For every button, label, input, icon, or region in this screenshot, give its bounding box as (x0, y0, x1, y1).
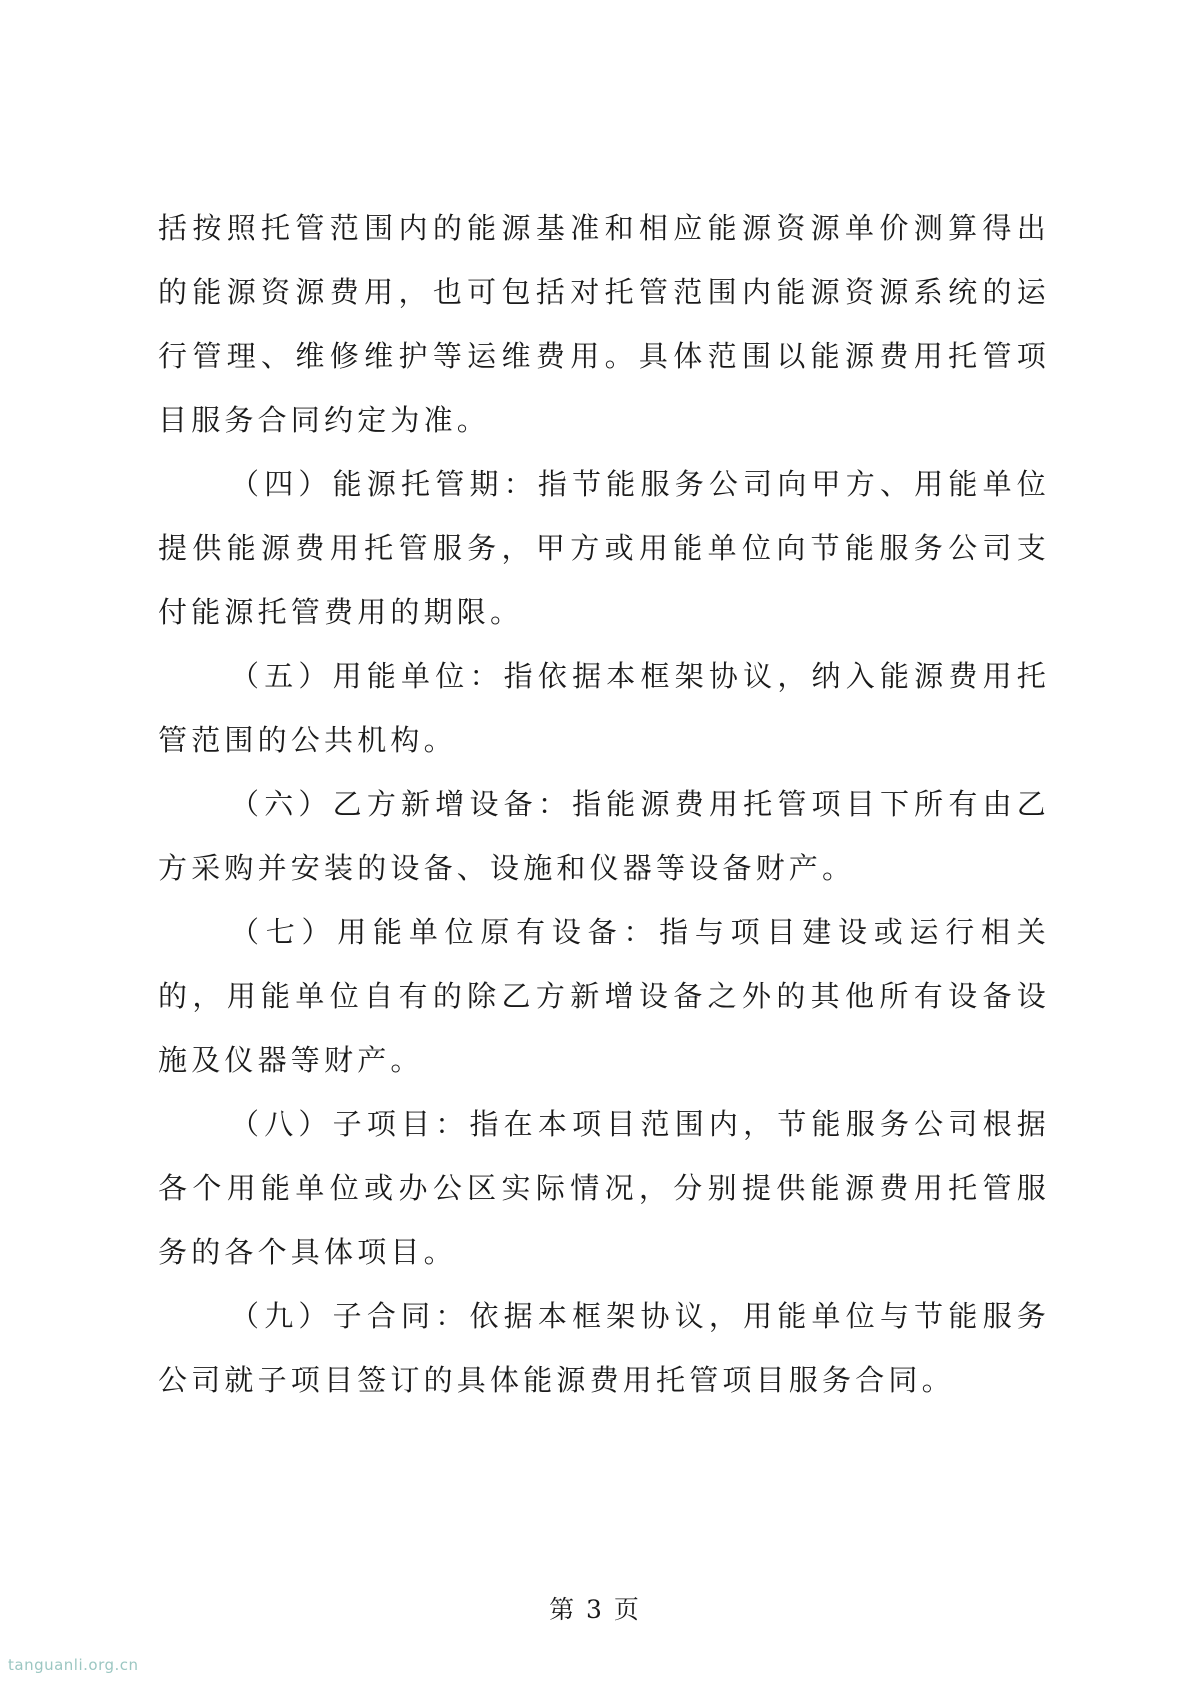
paragraph-1: 括按照托管范围内的能源基准和相应能源资源单价测算得出的能源资源费用，也可包括对托管范围内能源资源系统的运行管理、维修维护等运维费用。具体范围以能源费用托管项目服务合同约定为准。 (158, 211, 1050, 437)
paragraph-2: （四）能源托管期：指节能服务公司向甲方、用能单位提供能源费用托管服务，甲方或用能单位向节能服务公司支付能源托管费用的期限。 (158, 467, 1050, 629)
paragraph-3: （五）用能单位：指依据本框架协议，纳入能源费用托管范围的公共机构。 (158, 659, 1050, 757)
paragraph-7: （九）子合同：依据本框架协议，用能单位与节能服务公司就子项目签订的具体能源费用托管项目服务合同。 (158, 1299, 1050, 1397)
paragraph-5: （七）用能单位原有设备：指与项目建设或运行相关的，用能单位自有的除乙方新增设备之外的其他所有设备设施及仪器等财产。 (158, 915, 1050, 1077)
paragraph-6: （八）子项目：指在本项目范围内，节能服务公司根据各个用能单位或办公区实际情况，分别提供能源费用托管服务的各个具体项目。 (158, 1107, 1050, 1269)
page-number: 第 3 页 (549, 1595, 641, 1624)
site-watermark: tanguanli.org.cn (8, 1656, 139, 1674)
paragraph-4: （六）乙方新增设备：指能源费用托管项目下所有由乙方采购并安装的设备、设施和仪器等设备财产。 (158, 787, 1050, 885)
document-body (158, 196, 1050, 1412)
